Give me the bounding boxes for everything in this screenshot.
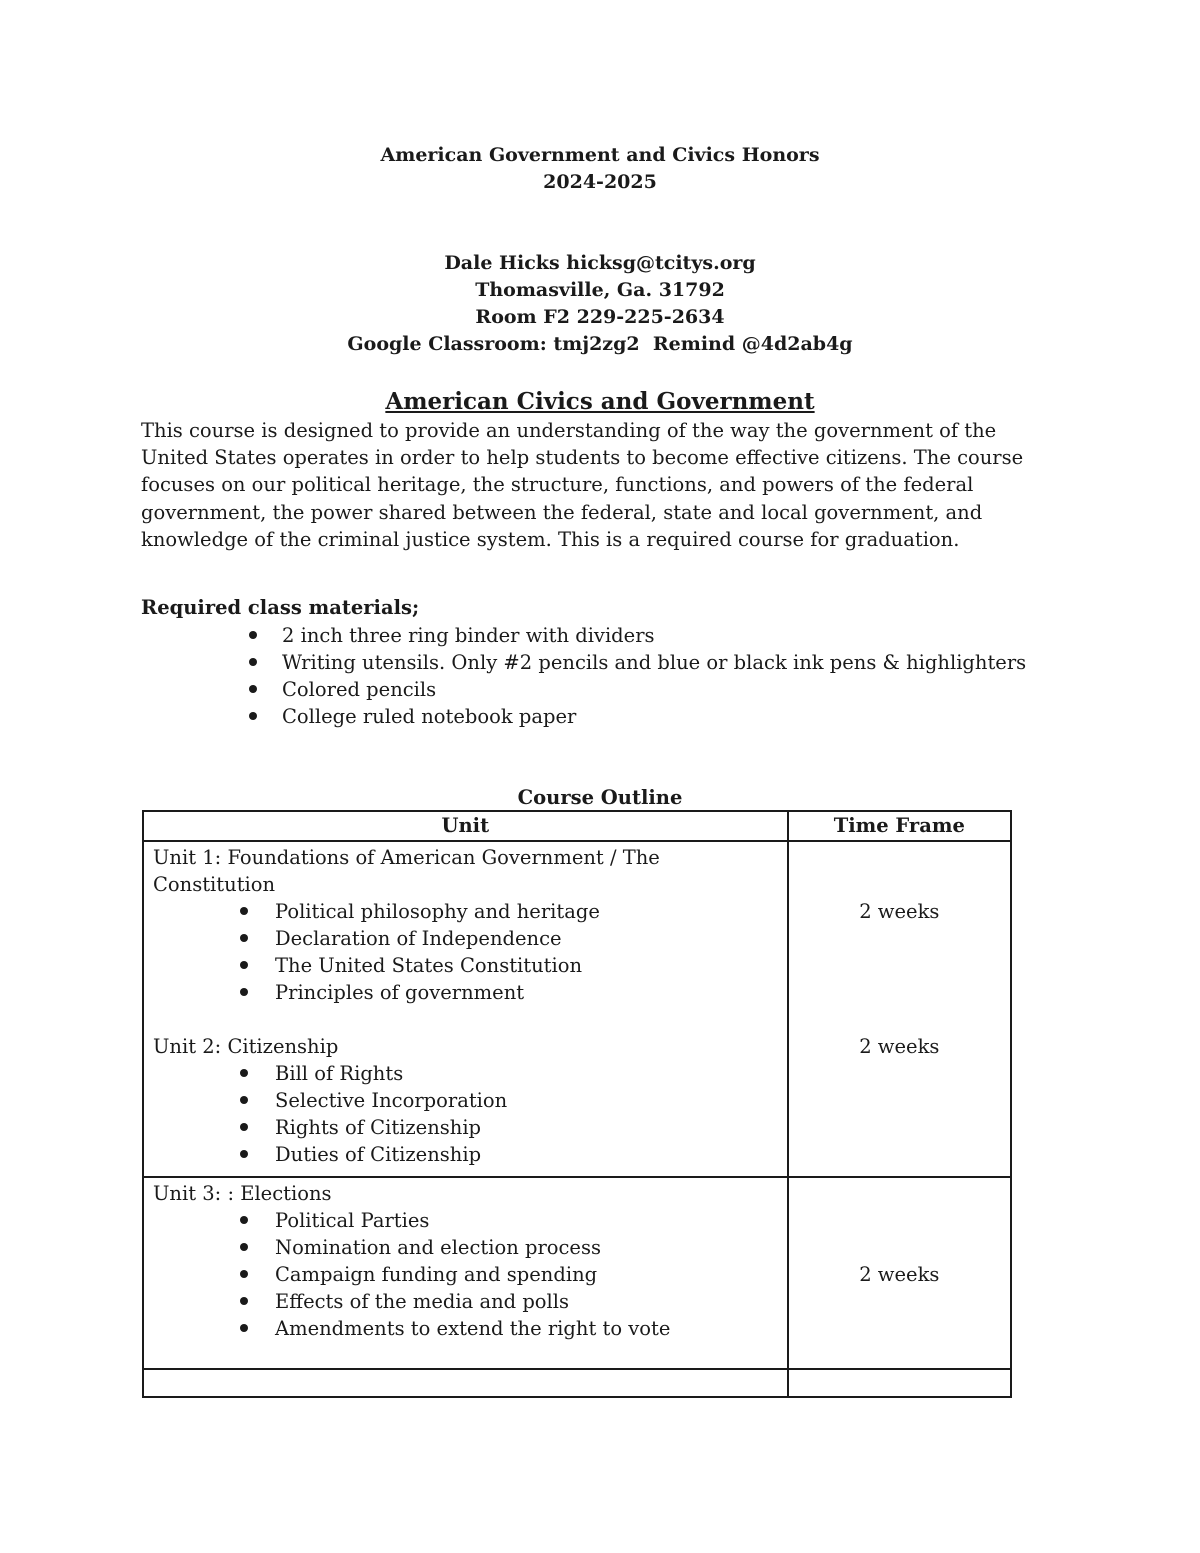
time-frame: 2 weeks (859, 900, 940, 923)
time-cell (788, 1369, 1011, 1397)
city-line: Thomasville, Ga. 31792 (475, 279, 725, 301)
course-name: American Government and Civics Honors (380, 144, 820, 166)
time-frame: 2 weeks (859, 1035, 940, 1058)
time-cell (788, 1177, 1011, 1369)
list-item: Amendments to extend the right to vote (153, 1315, 779, 1342)
table-row (143, 1177, 1011, 1369)
classroom-line: Google Classroom: tmj2zg2 Remind @4d2ab4g (347, 333, 853, 355)
materials-list (141, 622, 1026, 730)
unit-title: Unit 2: Citizenship (153, 1035, 339, 1058)
unit-column-header: Unit (143, 811, 788, 841)
time-cell (788, 841, 1011, 1177)
list-item: Political philosophy and heritage (153, 898, 779, 925)
room-line: Room F2 229-225-2634 (475, 306, 725, 328)
unit-title: Unit 3: : Elections (153, 1182, 332, 1205)
unit-title: Unit 1: Foundations of American Government / The Constitution (153, 846, 660, 896)
course-title: American Civics and Government (385, 388, 815, 415)
list-item: Colored pencils (141, 676, 1026, 703)
school-year: 2024-2025 (543, 171, 657, 193)
topic-list (153, 1060, 779, 1168)
list-item: Effects of the media and polls (153, 1288, 779, 1315)
table-header-row (143, 811, 1011, 841)
teacher-line: Dale Hicks hicksg@tcitys.org (444, 252, 756, 274)
time-frame: 2 weeks (859, 1263, 940, 1286)
list-item: Nomination and election process (153, 1234, 779, 1261)
list-item: Principles of government (153, 979, 779, 1006)
unit-cell (143, 841, 788, 1177)
course-header (0, 142, 1200, 196)
list-item: Duties of Citizenship (153, 1141, 779, 1168)
list-item: Rights of Citizenship (153, 1114, 779, 1141)
list-item: Writing utensils. Only #2 pencils and blue or black ink pens & highlighters (141, 649, 1026, 676)
list-item: College ruled notebook paper (141, 703, 1026, 730)
materials-heading: Required class materials; (141, 596, 420, 619)
list-item: Bill of Rights (153, 1060, 779, 1087)
list-item: Political Parties (153, 1207, 779, 1234)
list-item: The United States Constitution (153, 952, 779, 979)
table-row (143, 841, 1011, 1177)
course-outline-table (142, 810, 1012, 1398)
outline-title: Course Outline (517, 786, 683, 809)
list-item: Declaration of Independence (153, 925, 779, 952)
contact-block (0, 250, 1200, 358)
unit-cell (143, 1369, 788, 1397)
topic-list (153, 898, 779, 1006)
list-item: 2 inch three ring binder with dividers (141, 622, 1026, 649)
table-row-empty (143, 1369, 1011, 1397)
topic-list (153, 1207, 779, 1342)
list-item: Selective Incorporation (153, 1087, 779, 1114)
course-description: This course is designed to provide an understanding of the way the government of the United States operates in order to help students to become effective citizens. The course focuses on our political heritage, the structure, functions, and powers of the federal government, the power shared between the federal, state and local government, and knowledge of the criminal justice system. This is a required course for graduation. (141, 419, 1024, 551)
time-column-header: Time Frame (788, 811, 1011, 841)
list-item: Campaign funding and spending (153, 1261, 779, 1288)
unit-cell (143, 1177, 788, 1369)
